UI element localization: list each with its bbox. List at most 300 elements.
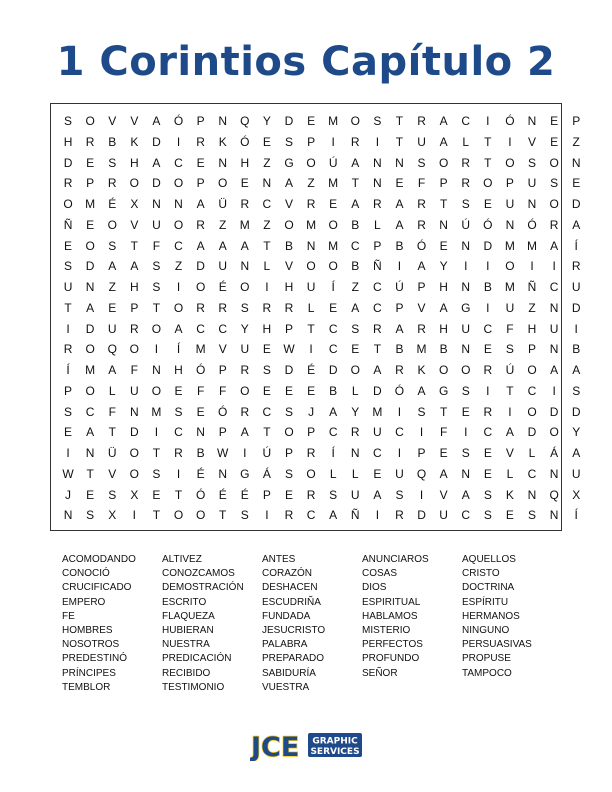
grid-letter: V (108, 466, 117, 481)
grid-letter: É (307, 363, 316, 377)
grid-letter: R (240, 197, 250, 211)
grid-letter: R (417, 217, 426, 232)
grid-letter: Ó (195, 363, 206, 377)
grid-letter: A (395, 321, 404, 336)
jce-letters (250, 732, 299, 761)
grid-letter: H (129, 280, 139, 294)
grid-letter: P (196, 114, 205, 128)
grid-letter: C (483, 321, 493, 336)
grid-letter: E (373, 466, 382, 481)
grid-letter: Í (331, 280, 335, 294)
word-item: ANUNCIAROS (362, 554, 429, 565)
grid-letter: D (549, 404, 559, 419)
grid-letter: C (461, 508, 471, 523)
grid-letter: A (417, 383, 426, 398)
grid-letter: I (486, 300, 490, 315)
grid-letter: B (395, 238, 404, 253)
grid-letter: M (85, 363, 96, 377)
word-item: TEMBLOR (62, 681, 111, 693)
grid-letter: A (417, 259, 426, 274)
grid-letter: I (309, 342, 313, 357)
grid-letter: H (240, 155, 250, 170)
word-item: PREDESTINÓ (62, 653, 128, 665)
grid-letter: C (373, 300, 382, 315)
grid-letter: M (416, 342, 427, 357)
grid-letter: Ó (483, 217, 493, 232)
grid-letter: U (527, 176, 537, 191)
grid-letter: U (240, 342, 250, 357)
logo-line2: SERVICES (310, 747, 360, 757)
grid-letter: R (129, 321, 139, 336)
grid-letter: R (373, 197, 382, 211)
grid-letter: T (351, 176, 359, 191)
grid-letter: E (240, 176, 249, 191)
grid-letter: P (307, 134, 316, 149)
word-item: CONOZCAMOS (162, 568, 235, 580)
word-item: MISTERIO (362, 625, 411, 637)
word-item: ESPIRITUAL (362, 596, 421, 608)
grid-letter: S (528, 155, 537, 170)
grid-letter: O (85, 114, 95, 128)
grid-letter: A (329, 404, 338, 419)
grid-letter: E (284, 383, 293, 398)
grid-letter: C (527, 466, 537, 481)
grid-letter: H (284, 280, 294, 294)
grid-letter: L (329, 466, 337, 481)
grid-letter: N (152, 197, 161, 211)
grid-letter: A (240, 425, 249, 440)
grid-letter: A (196, 197, 205, 211)
grid-letter: I (331, 134, 335, 149)
grid-letter: O (505, 155, 515, 170)
grid-letter: R (571, 259, 581, 274)
grid-row (57, 278, 587, 296)
grid-letter: S (152, 466, 161, 481)
grid-letter: R (483, 363, 493, 377)
grid-letter: U (571, 466, 581, 481)
grid-letter: O (173, 508, 184, 523)
grid-row (57, 465, 587, 483)
grid-letter: F (196, 383, 205, 398)
grid-letter: S (483, 508, 492, 523)
grid-letter: Í (176, 342, 181, 357)
grid-letter: Y (240, 321, 249, 336)
grid-letter: O (151, 383, 162, 398)
word-item: PERFECTOS (362, 639, 423, 651)
grid-letter: B (439, 342, 448, 357)
grid-letter: A (218, 238, 227, 253)
grid-letter: F (152, 238, 161, 253)
grid-letter: M (504, 280, 515, 294)
grid-letter: E (86, 217, 95, 232)
grid-letter: S (262, 363, 271, 377)
grid-letter: C (174, 238, 183, 253)
grid-letter: L (462, 134, 470, 149)
grid-letter: C (196, 321, 205, 336)
grid-letter: D (417, 508, 426, 523)
grid-letter: A (439, 466, 448, 481)
grid-letter: P (64, 383, 73, 398)
grid-letter: B (572, 342, 581, 357)
grid-letter: P (196, 176, 205, 191)
word-item: COSAS (362, 568, 398, 580)
word-item: DEMOSTRACIÓN (162, 582, 244, 594)
grid-letter: U (439, 508, 448, 523)
grid-letter: C (373, 280, 382, 294)
grid-letter: A (174, 321, 183, 336)
grid-letter: Ú (328, 155, 338, 170)
word-item: SABIDURÍA (262, 667, 316, 679)
grid-row (57, 257, 587, 275)
grid-letter: O (173, 217, 184, 232)
grid-letter: O (549, 197, 559, 211)
grid-letter: T (152, 508, 161, 523)
word-item: EMPERO (62, 596, 106, 608)
grid-letter: R (483, 404, 493, 419)
grid-letter: T (130, 238, 138, 253)
grid-letter: I (66, 321, 70, 336)
grid-letter: H (439, 321, 448, 336)
grid-letter: O (240, 383, 250, 398)
grid-letter: J (65, 487, 72, 502)
grid-letter: O (328, 259, 338, 274)
grid-letter: F (506, 321, 514, 336)
grid-letter: H (527, 321, 537, 336)
grid-letter: A (152, 155, 161, 170)
grid-letter: S (64, 114, 73, 128)
grid-letter: N (63, 508, 73, 523)
logo-line1: GRAPHIC (312, 736, 358, 747)
grid-letter: A (108, 363, 117, 377)
grid-letter: A (196, 238, 205, 253)
grid-letter: R (240, 404, 250, 419)
grid-letter: Z (174, 259, 183, 274)
grid-letter: S (329, 487, 338, 502)
grid-letter: S (528, 508, 537, 523)
grid-letter: O (328, 217, 338, 232)
grid-letter: P (218, 363, 227, 377)
grid-letter: Z (263, 217, 271, 232)
grid-letter: H (174, 363, 183, 377)
grid-letter: S (152, 280, 161, 294)
grid-letter: G (461, 300, 471, 315)
grid-letter: U (395, 466, 404, 481)
grid-letter: T (506, 383, 514, 398)
grid-letter: R (417, 114, 426, 128)
grid-letter: G (240, 466, 250, 481)
grid-letter: L (528, 446, 536, 460)
grid-letter: A (86, 425, 95, 440)
grid-letter: O (549, 425, 559, 440)
word-item: ESPÍRITU (462, 596, 509, 608)
grid-letter: P (307, 425, 316, 440)
word-item: FLAQUEZA (162, 610, 215, 622)
grid-letter: V (108, 114, 117, 128)
grid-row (57, 506, 587, 524)
word-item: ESCRITO (162, 596, 207, 608)
grid-letter: S (240, 508, 249, 523)
word-item: NOSOTROS (62, 639, 120, 651)
grid-letter: A (152, 114, 161, 128)
page-title: 1 Corintios Capítulo 2 (56, 39, 556, 85)
grid-letter: V (417, 300, 426, 315)
grid-letter: N (129, 404, 139, 419)
grid-letter: S (64, 259, 73, 274)
grid-letter: D (483, 238, 493, 253)
grid-letter: A (284, 176, 293, 191)
grid-row (57, 174, 587, 192)
grid-letter: U (152, 217, 161, 232)
grid-letter: C (262, 197, 272, 211)
grid-letter: B (284, 238, 293, 253)
grid-row (57, 320, 587, 338)
grid-letter: S (284, 404, 293, 419)
grid-letter: E (550, 134, 559, 149)
grid-letter: I (419, 425, 424, 440)
grid-letter: I (419, 487, 424, 502)
word-item: ESCUDRIÑA (262, 596, 321, 608)
grid-letter: Z (108, 280, 116, 294)
grid-letter: N (373, 176, 382, 191)
grid-letter: S (572, 383, 581, 398)
grid-letter: W (283, 342, 295, 357)
grid-letter: O (284, 425, 294, 440)
grid-letter: D (373, 383, 382, 398)
word-item: HOMBRES (62, 625, 113, 637)
word-item: CRISTO (462, 568, 500, 580)
word-item: HUBIERAN (162, 625, 214, 637)
grid-letter: R (63, 342, 73, 357)
grid-letter: H (129, 155, 139, 170)
grid-letter: I (464, 259, 468, 274)
grid-letter: N (350, 446, 360, 460)
grid-letter: V (130, 217, 139, 232)
grid-letter: O (129, 446, 139, 460)
grid-letter: Y (262, 114, 271, 128)
grid-letter: Y (351, 404, 360, 419)
grid-letter: T (152, 300, 161, 315)
grid-letter: E (329, 300, 338, 315)
grid-letter: N (306, 238, 316, 253)
grid-letter: O (195, 508, 206, 523)
grid-letter: S (108, 238, 117, 253)
grid-letter: P (528, 342, 537, 357)
grid-letter: E (439, 446, 448, 460)
jce-graphic-services-logo (250, 729, 364, 761)
grid-letter: P (284, 321, 293, 336)
grid-letter: T (484, 155, 492, 170)
grid-letter: Q (240, 114, 250, 128)
grid-letter: M (85, 197, 96, 211)
grid-letter: M (328, 114, 339, 128)
grid-letter: C (218, 321, 228, 336)
grid-letter: S (284, 466, 293, 481)
grid-letter: P (218, 425, 227, 440)
grid-letter: L (374, 217, 381, 232)
grid-letter: N (461, 238, 471, 253)
grid-letter: A (351, 155, 360, 170)
grid-letter: Q (549, 487, 559, 502)
grid-letter: S (550, 176, 559, 191)
grid-letter: A (130, 259, 139, 274)
grid-letter: B (395, 342, 404, 357)
grid-letter: Q (107, 342, 117, 357)
grid-letter: M (527, 238, 538, 253)
grid-letter: O (527, 363, 537, 377)
grid-letter: N (174, 197, 183, 211)
grid-letter: C (328, 342, 338, 357)
word-item: ACOMODANDO (62, 554, 136, 565)
grid-letter: V (218, 342, 227, 357)
grid-letter: O (240, 280, 250, 294)
grid-letter: C (373, 446, 382, 460)
grid-letter: I (154, 425, 159, 440)
grid-letter: C (461, 114, 471, 128)
grid-letter: O (85, 383, 95, 398)
grid-letter: É (218, 280, 227, 294)
grid-letter: F (417, 176, 426, 191)
grid-letter: E (262, 134, 271, 149)
grid-letter: N (218, 155, 228, 170)
grid-letter: R (284, 300, 294, 315)
grid-letter: N (461, 466, 471, 481)
grid-letter: Ü (218, 197, 228, 211)
grid-letter: G (438, 383, 449, 398)
grid-row (57, 423, 587, 441)
grid-letter: H (63, 134, 73, 149)
grid-letter: P (505, 176, 514, 191)
grid-letter: N (549, 466, 559, 481)
grid-row (57, 486, 587, 504)
grid-letter: Z (307, 176, 315, 191)
grid-letter: U (571, 280, 581, 294)
grid-letter: Ó (218, 404, 228, 419)
grid-letter: A (240, 238, 249, 253)
grid-letter: Ñ (350, 508, 360, 523)
grid-letter: Y (572, 425, 581, 440)
grid-letter: O (350, 363, 360, 377)
grid-letter: P (417, 280, 426, 294)
grid-letter: N (262, 176, 272, 191)
grid-letter: A (351, 300, 360, 315)
grid-letter: R (240, 363, 250, 377)
word-item: TESTIMONIO (162, 681, 225, 693)
word-item: HERMANOS (462, 610, 520, 622)
grid-letter: O (306, 466, 316, 481)
grid-letter: E (572, 176, 581, 191)
grid-letter: O (350, 114, 360, 128)
grid-letter: S (417, 155, 426, 170)
grid-letter: R (306, 487, 316, 502)
grid-letter: É (108, 197, 117, 211)
grid-letter: U (218, 259, 228, 274)
grid-letter: S (108, 487, 117, 502)
grid-letter: T (395, 134, 404, 149)
grid-letter: E (262, 383, 271, 398)
grid-letter: Ó (505, 114, 515, 128)
word-item: PROFUNDO (362, 653, 420, 665)
grid-letter: S (461, 446, 470, 460)
grid-letter: R (461, 176, 471, 191)
grid-letter: T (439, 404, 448, 419)
grid-letter: I (574, 321, 578, 336)
grid-letter: D (152, 176, 161, 191)
grid-letter: N (218, 466, 228, 481)
grid-letter: K (130, 134, 139, 149)
grid-letter: R (306, 197, 316, 211)
grid-letter: V (284, 259, 293, 274)
grid-letter: R (107, 176, 117, 191)
grid-letter: S (174, 404, 183, 419)
grid-letter: Ü (107, 446, 117, 460)
grid-letter: T (373, 342, 382, 357)
grid-row (57, 361, 587, 379)
grid-letter: H (439, 280, 448, 294)
grid-letter: B (351, 217, 360, 232)
grid-letter: O (85, 238, 95, 253)
grid-letter: I (464, 425, 468, 440)
grid-letter: E (64, 425, 73, 440)
word-item: VUESTRA (262, 681, 310, 693)
grid-letter: N (527, 114, 537, 128)
grid-letter: E (307, 114, 316, 128)
grid-letter: K (505, 487, 514, 502)
grid-letter: R (196, 217, 205, 232)
grid-letter: P (284, 446, 293, 460)
grid-letter: L (108, 383, 116, 398)
grid-letter: Ó (527, 217, 537, 232)
grid-letter: I (397, 259, 402, 274)
grid-letter: I (243, 446, 247, 460)
grid-row (57, 133, 587, 151)
grid-letter: I (176, 134, 181, 149)
grid-letter: Ñ (373, 259, 382, 274)
grid-letter: E (483, 342, 492, 357)
word-item: PREDICACIÓN (162, 653, 232, 665)
grid-letter: C (527, 383, 537, 398)
grid-letter: I (176, 280, 181, 294)
grid-letter: B (329, 383, 338, 398)
grid-letter: E (439, 238, 448, 253)
grid-letter: A (395, 197, 404, 211)
grid-letter: U (461, 321, 471, 336)
grid-letter: O (173, 300, 184, 315)
grid-letter: T (152, 446, 161, 460)
grid-letter: E (307, 383, 316, 398)
grid-row (57, 237, 587, 255)
grid-letter: W (62, 466, 74, 481)
grid-letter: D (328, 363, 338, 377)
grid-letter: I (132, 508, 136, 523)
grid-letter: M (328, 176, 339, 191)
grid-letter: R (350, 425, 360, 440)
grid-letter: M (504, 238, 515, 253)
grid-letter: I (397, 446, 402, 460)
grid-letter: A (395, 217, 404, 232)
grid-letter: A (572, 217, 581, 232)
grid-letter: I (176, 466, 181, 481)
grid-letter: R (196, 134, 205, 149)
grid-letter: N (549, 300, 559, 315)
grid-letter: I (486, 383, 490, 398)
grid-letter: P (130, 300, 139, 315)
word-item: DOCTRINA (462, 582, 515, 594)
word-column (162, 553, 262, 695)
grid-letter: L (506, 466, 514, 481)
grid-letter: R (196, 300, 205, 315)
grid-letter: D (63, 155, 73, 170)
grid-letter: O (195, 280, 206, 294)
